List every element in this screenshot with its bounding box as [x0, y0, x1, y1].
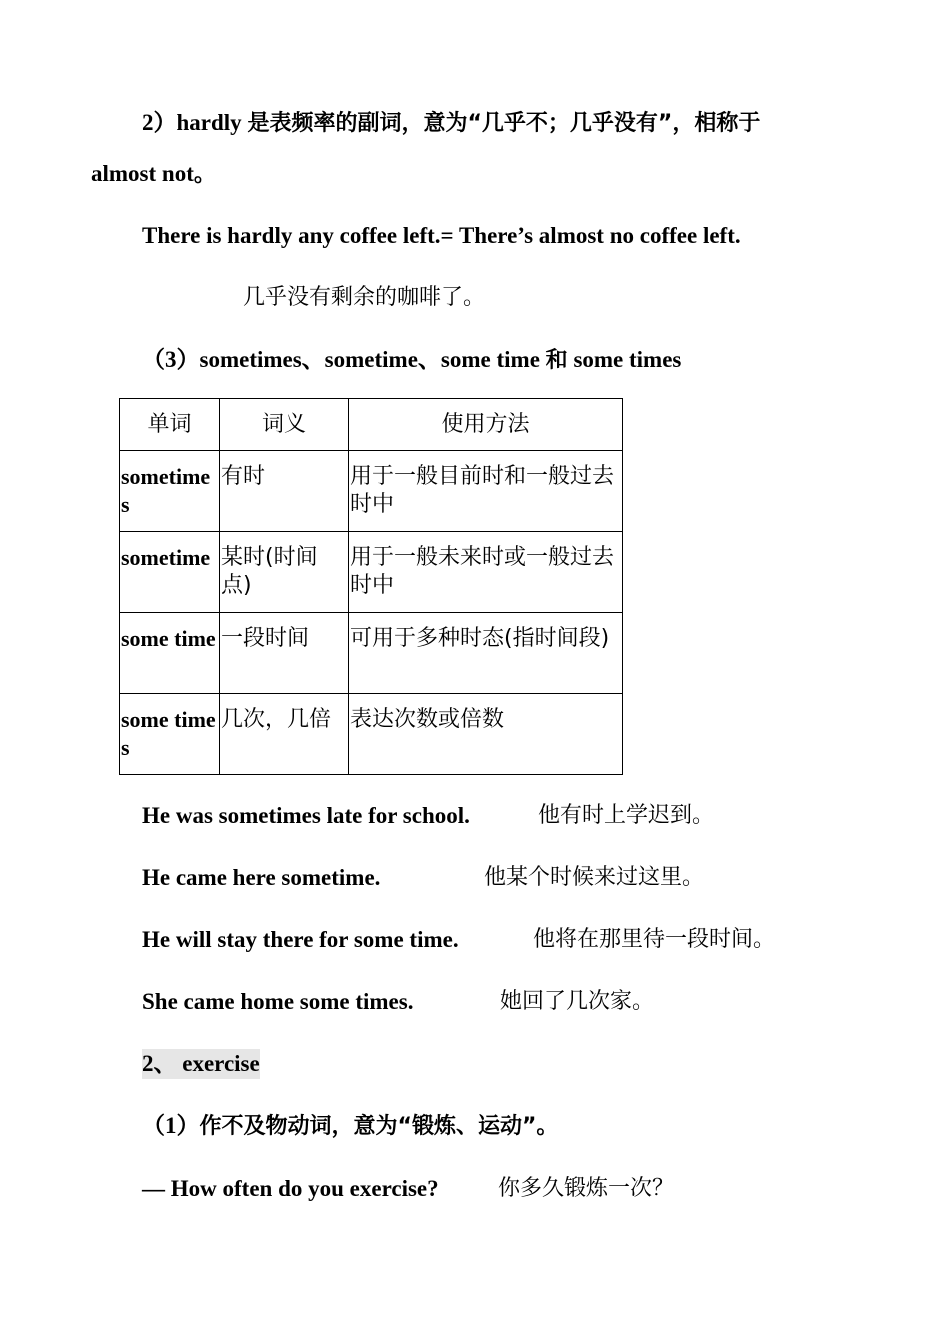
exercise-meaning: 作不及物动词，意为“锻炼、运动”。	[199, 1114, 559, 1139]
example-sentence-1	[142, 801, 470, 831]
example-hardly-en: There is hardly any coffee left.= There’s almost no coffee left.	[142, 223, 741, 248]
example-en: He will stay there for some time.	[142, 927, 459, 952]
example-zh: 他将在那里待一段时间。	[533, 927, 776, 952]
paragraph-number: 2）hardly	[142, 110, 248, 135]
example-sentence-3	[142, 925, 459, 955]
table-row	[120, 613, 623, 694]
example-zh: 他有时上学迟到。	[538, 803, 715, 828]
exercise-definition	[142, 1111, 558, 1142]
example-en: He came here sometime.	[142, 865, 381, 890]
meaning-cell: 有时	[220, 451, 349, 532]
paragraph-hardly	[142, 108, 760, 139]
table-row	[120, 532, 623, 613]
word-cell: some time	[120, 613, 220, 694]
usage-cell: 表达次数或倍数	[349, 694, 623, 775]
period: 。	[193, 162, 216, 187]
dialog-question-en: — How often do you exercise?	[142, 1176, 439, 1201]
word-cell: sometimes	[120, 451, 220, 532]
example-hardly-zh: 几乎没有剩余的咖啡了。	[243, 285, 486, 310]
usage-cell: 用于一般未来时或一般过去时中	[349, 532, 623, 613]
dialog-question-zh: 你多久锻炼一次？	[498, 1176, 675, 1201]
hardly-definition: 是表频率的副词，意为“几乎不；几乎没有”，相称于	[247, 111, 761, 136]
word-cell: sometime	[120, 532, 220, 613]
heading-terms: （3）sometimes、sometime、some time	[142, 347, 546, 372]
comparison-table	[119, 398, 623, 775]
table-row	[120, 694, 623, 775]
example-sentence-2	[142, 863, 380, 893]
heading-sometimes	[142, 345, 681, 376]
table-row	[120, 451, 623, 532]
header-meaning: 词义	[220, 399, 349, 451]
meaning-cell: 一段时间	[220, 613, 349, 694]
meaning-cell: 几次，几倍	[220, 694, 349, 775]
almost-not-text: almost not	[91, 161, 194, 186]
word-cell: some times	[120, 694, 220, 775]
section-heading-exercise: 2、 exercise	[142, 1049, 260, 1079]
heading-and: 和	[545, 348, 568, 373]
example-sentence-4	[142, 987, 413, 1017]
item-number: （1）	[142, 1113, 200, 1138]
example-en: He was sometimes late for school.	[142, 803, 470, 828]
example-en: She came home some times.	[142, 989, 414, 1014]
example-zh: 她回了几次家。	[500, 989, 655, 1014]
header-usage: 使用方法	[349, 399, 623, 451]
heading-last-term: some times	[567, 347, 682, 372]
meaning-cell: 某时(时间点)	[220, 532, 349, 613]
paragraph-hardly-cont	[91, 159, 216, 190]
header-word: 单词	[120, 399, 220, 451]
usage-cell: 可用于多种时态(指时间段)	[349, 613, 623, 694]
usage-cell: 用于一般目前时和一般过去时中	[349, 451, 623, 532]
example-zh: 他某个时候来过这里。	[484, 865, 705, 890]
table-header-row	[120, 399, 623, 451]
